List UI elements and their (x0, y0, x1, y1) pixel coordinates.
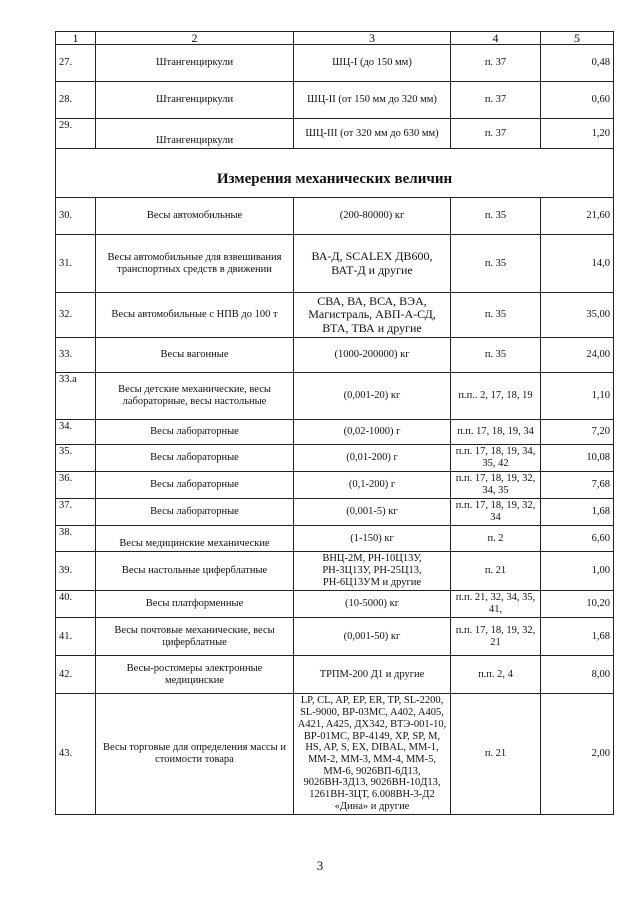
price-value: 1,10 (541, 373, 614, 420)
reference-clause: п. 37 (451, 82, 541, 119)
instrument-name: Штангенциркули (96, 45, 294, 82)
table-row (56, 656, 614, 694)
header-col-3: 3 (294, 32, 451, 45)
header-col-4: 4 (451, 32, 541, 45)
row-number: 39. (56, 552, 96, 591)
table-row (56, 526, 614, 552)
table-row (56, 472, 614, 499)
instrument-name: Весы детские механические, весы лабораторные, весы настольные (96, 373, 294, 420)
table-row (56, 293, 614, 338)
price-value: 1,00 (541, 552, 614, 591)
instrument-range: ШЦ-I (до 150 мм) (294, 45, 451, 82)
header-col-2: 2 (96, 32, 294, 45)
row-number: 29. (56, 119, 96, 149)
row-number: 36. (56, 472, 96, 499)
price-value: 1,68 (541, 499, 614, 526)
instrument-range: ТРПМ-200 Д1 и другие (294, 656, 451, 694)
reference-clause: п. 2 (451, 526, 541, 552)
instrument-name: Весы медицинские механические (96, 526, 294, 552)
row-number: 32. (56, 293, 96, 338)
instrument-name: Весы автомобильные с НПВ до 100 т (96, 293, 294, 338)
reference-clause: п. 37 (451, 119, 541, 149)
instrument-range: LP, CL, AP, EP, ER, TP, SL-2200, SL-9000, BP-03MC, A402, A405, A421, A425, ДХ342, ВТЭ-001-10, BP-01MC, BP-4149, XP, SP, M, HS, AP, S, EX, DIBAL, MM-1, MM-2, MM-3, MM-4, MM-5, MM-6, 9026BП-6Д13, 9026ВН-3Д13, 9026ВН-10Д13, 1261ВН-3ЦТ, 6.008ВН-3-Д2 «Дина» и другие (294, 694, 451, 815)
instrument-name: Весы настольные циферблатные (96, 552, 294, 591)
instrument-range: ВНЦ-2М, РН-10Ц13У, РН-3Ц13У, РН-25Ц13, РН-6Ц13УМ и другие (294, 552, 451, 591)
instrument-name: Весы почтовые механические, весы циферблатные (96, 618, 294, 656)
instrument-range: ВА-Д, SCALEX ДВ600, ВАТ-Д и другие (294, 235, 451, 293)
instrument-range: (10-5000) кг (294, 591, 451, 618)
page-number: 3 (316, 858, 324, 873)
price-value: 24,00 (541, 338, 614, 373)
price-value: 1,68 (541, 618, 614, 656)
price-value: 6,60 (541, 526, 614, 552)
instrument-name: Весы автомобильные для взвешивания транспортных средств в движении (96, 235, 294, 293)
instrument-name: Штангенциркули (96, 119, 294, 149)
reference-clause: п. 21 (451, 694, 541, 815)
price-table (55, 31, 614, 815)
row-number: 43. (56, 694, 96, 815)
instrument-range: ШЦ-III (от 320 мм до 630 мм) (294, 119, 451, 149)
instrument-range: (1-150) кг (294, 526, 451, 552)
table-row (56, 338, 614, 373)
reference-clause: п.п. 17, 18, 19, 34, 35, 42 (451, 445, 541, 472)
header-row (56, 32, 614, 45)
reference-clause: п.п. 17, 18, 19, 34 (451, 420, 541, 445)
row-number: 40. (56, 591, 96, 618)
table-row (56, 420, 614, 445)
instrument-range: (0,1-200) г (294, 472, 451, 499)
instrument-name: Штангенциркули (96, 82, 294, 119)
instrument-range: ШЦ-II (от 150 мм до 320 мм) (294, 82, 451, 119)
instrument-name: Весы лабораторные (96, 499, 294, 526)
price-value: 10,08 (541, 445, 614, 472)
reference-clause: п. 35 (451, 198, 541, 235)
row-number: 38. (56, 526, 96, 552)
table-row (56, 373, 614, 420)
table-row (56, 119, 614, 149)
row-number: 27. (56, 45, 96, 82)
row-number: 30. (56, 198, 96, 235)
row-number: 33.а (56, 373, 96, 420)
reference-clause: п. 35 (451, 338, 541, 373)
instrument-range: СВА, ВА, ВСА, ВЭА, Магистраль, АВП-А-СД, ВТА, ТВА и другие (294, 293, 451, 338)
instrument-range: (200-80000) кг (294, 198, 451, 235)
price-value: 8,00 (541, 656, 614, 694)
row-number: 35. (56, 445, 96, 472)
row-number: 34. (56, 420, 96, 445)
row-number: 37. (56, 499, 96, 526)
price-value: 0,60 (541, 82, 614, 119)
instrument-name: Весы лабораторные (96, 420, 294, 445)
price-value: 10,20 (541, 591, 614, 618)
reference-clause: п. 21 (451, 552, 541, 591)
reference-clause: п.п. 21, 32, 34, 35, 41, (451, 591, 541, 618)
price-value: 0,48 (541, 45, 614, 82)
reference-clause: п.п. 17, 18, 19, 32, 21 (451, 618, 541, 656)
price-value: 35,00 (541, 293, 614, 338)
table-row (56, 618, 614, 656)
price-value: 2,00 (541, 694, 614, 815)
header-col-1: 1 (56, 32, 96, 45)
price-value: 7,20 (541, 420, 614, 445)
reference-clause: п.п. 17, 18, 19, 32, 34 (451, 499, 541, 526)
row-number: 42. (56, 656, 96, 694)
row-number: 41. (56, 618, 96, 656)
table-row (56, 45, 614, 82)
table-row (56, 235, 614, 293)
row-number: 28. (56, 82, 96, 119)
instrument-range: (0,001-20) кг (294, 373, 451, 420)
price-value: 1,20 (541, 119, 614, 149)
reference-clause: п. 35 (451, 293, 541, 338)
instrument-range: (0,02-1000) г (294, 420, 451, 445)
section-title: Измерения механических величин (56, 149, 614, 198)
table-row (56, 445, 614, 472)
reference-clause: п. 37 (451, 45, 541, 82)
row-number: 33. (56, 338, 96, 373)
instrument-name: Весы вагонные (96, 338, 294, 373)
reference-clause: п.п. 17, 18, 19, 32, 34, 35 (451, 472, 541, 499)
price-value: 21,60 (541, 198, 614, 235)
instrument-name: Весы автомобильные (96, 198, 294, 235)
instrument-name: Весы лабораторные (96, 445, 294, 472)
instrument-name: Весы лабораторные (96, 472, 294, 499)
row-number: 31. (56, 235, 96, 293)
table-row (56, 198, 614, 235)
price-value: 7,68 (541, 472, 614, 499)
reference-clause: п. 35 (451, 235, 541, 293)
instrument-range: (0,01-200) г (294, 445, 451, 472)
instrument-range: (1000-200000) кг (294, 338, 451, 373)
instrument-name: Весы торговые для определения массы и стоимости товара (96, 694, 294, 815)
table-row (56, 591, 614, 618)
price-value: 14,0 (541, 235, 614, 293)
table-row (56, 552, 614, 591)
instrument-range: (0,001-50) кг (294, 618, 451, 656)
table-row (56, 694, 614, 815)
section-row (56, 149, 614, 198)
instrument-range: (0,001-5) кг (294, 499, 451, 526)
instrument-name: Весы платформенные (96, 591, 294, 618)
table-row (56, 82, 614, 119)
reference-clause: п.п. 2, 4 (451, 656, 541, 694)
instrument-name: Весы-ростомеры электронные медицинские (96, 656, 294, 694)
header-col-5: 5 (541, 32, 614, 45)
reference-clause: п.п.. 2, 17, 18, 19 (451, 373, 541, 420)
table-row (56, 499, 614, 526)
